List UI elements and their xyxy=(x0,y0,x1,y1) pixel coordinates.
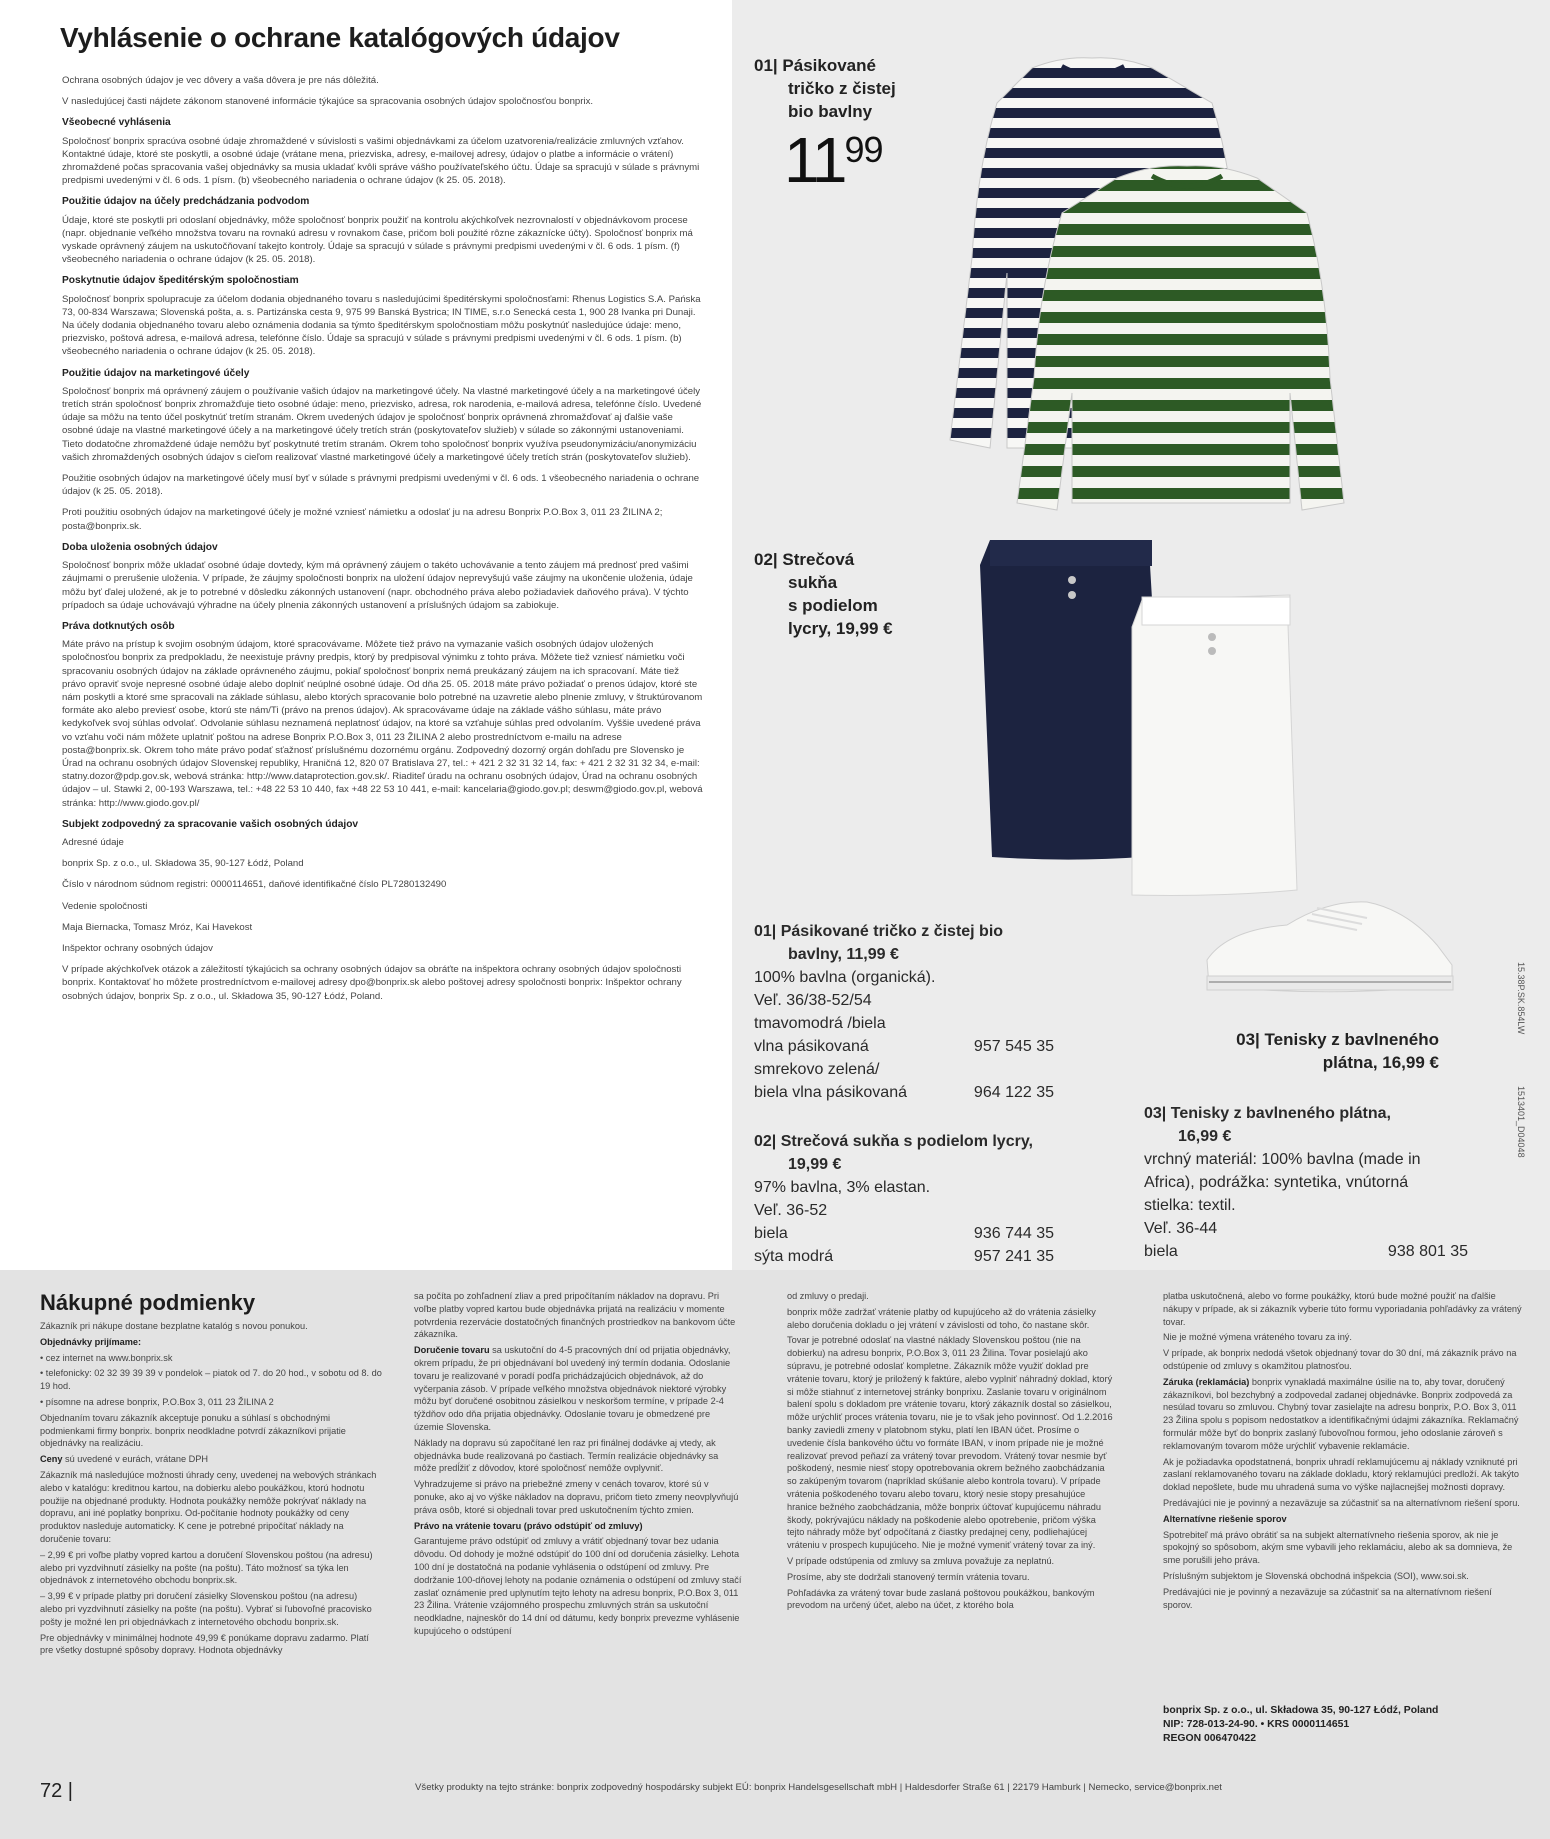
white-skirt xyxy=(1132,595,1297,895)
detail-03-number: 03| xyxy=(1144,1105,1167,1122)
product-label-03-line1: Tenisky z bavlneného xyxy=(1264,1030,1439,1049)
conditions-paragraph: V prípade, ak bonprix nedodá všetok objednaný tovar do 30 dní, má zákazník právo na odstúpenie od zmluvy s okamžitou platnosťou. xyxy=(1163,1348,1517,1371)
product-label-02-line3: s podielom xyxy=(788,596,878,615)
privacy-section-heading: Poskytnutie údajov špeditérským spoločnostiam xyxy=(62,275,299,287)
variant-code: 957 545 35 xyxy=(973,1038,1054,1055)
privacy-section-text: bonprix Sp. z o.o., ul. Składowa 35, 90-127 Łódź, Poland xyxy=(62,858,304,870)
variant-row xyxy=(754,1035,1074,1058)
privacy-section-text: Maja Biernacka, Tomasz Mróz, Kai Havekost xyxy=(62,921,253,933)
detail-02-sizes: Veľ. 36-52 xyxy=(754,1202,828,1219)
products-section xyxy=(732,0,1550,1270)
detail-01-variants xyxy=(754,1012,1074,1104)
sneaker-image xyxy=(1197,890,1467,1005)
conditions-paragraph: • telefonicky: 02 32 39 39 39 v pondelok – piatok od 7. do 20 hod., v sobotu od 8. do 19 hod. xyxy=(40,1368,382,1392)
privacy-section-heading: Všeobecné vyhlásenia xyxy=(62,117,171,129)
product-label-01-line3: bio bavlny xyxy=(788,102,873,121)
product-detail-02 xyxy=(754,1130,1074,1268)
conditions-paragraph: Tovar je potrebné odoslať na vlastné náklady Slovenskou poštou (nie na dobierku) na adresu bonprix, P.O.Box 3, 011 23 Žilina. Tovar posielajú ako súpravu, je potrebné odoslať kompletne. Zákazník môže využiť doklad pre vrátenie tovaru, ktorý je priložený k faktúre, alebo vyplniť náhradný doklad, ktorý si môže stiahnuť z internetovej stránky bonprixu. Zaslanie tovaru v originálnom balení spolu s dokladom pre vrátenie tovaru, ktorý zákazník dostal so zásielkou, môže urýchliť proces vrátenia tovaru, nie je to však jeho povinnosť. Od 1.2.2016 banky zaviedli zmeny v platobnom styku, platí len IBAN účet. Prosíme o uvedenie čísla bankového účtu vo formáte IBAN, v inom prípade nie je možné realizovať prevod peňazí za vrátený tovar prevodom. Vrátený tovar nesmie byť poškodený, nesmie niesť stopy opotrebovania okrem bežného zaobchádzania so zakúpeným tovarom (napríklad skúšanie alebo kontrola tovaru). V prípade vrátenia poškodeného tovaru alebo tovaru, ktorý nesie stopy presahujúce hranice bežného zaobchádzania, môže bonprix účtovať kupujúcemu náhradu škody, pokrývajúcu náklady na poškodenie alebo opotrebenie, pričom výška tejto náhrady môže byť odpočítaná z čiastky predajnej ceny, podliehajúcej vráteniu v prospech kupujúceho. Nie je možné vymeniť vrátený tovar za iný. xyxy=(787,1335,1113,1551)
conditions-paragraph: • písomne na adrese bonprix, P.O.Box 3, 011 23 ŽILINA 2 xyxy=(40,1396,274,1407)
product-label-01 xyxy=(754,54,904,123)
privacy-section-text: Spoločnosť bonprix spolupracuje za účelom dodania objednaného tovaru s nasledujúcimi špeditérskymi spoločnosťami: Rhenus Logistics S.A. Pańska 73, 00-834 Warszawa; Slovenská pošta, a. s. Partizánska cesta 9, 975 99 Banská Bystrica; IN TIME, s.r.o Senecká cesta 1, 900 28 Ivanka pri Dunaji. Na účely dodania objednaného tovaru alebo oznámenia dodania sa týmto špeditérskym spoločnostiam môžu poskytnúť nasledujúce údaje: meno, priezvisko, poštová adresa, e-mailová adresa, telefónne číslo. Údaje sa spracujú v súlade s právnymi predpismi uvedenými v čl. 6 ods. 1 písm. (b) všeobecného nariadenia o ochrane údajov (k 25. 05. 2018). xyxy=(62,293,701,358)
conditions-paragraph: Doručenie tovaru sa uskutoční do 4-5 pracovných dní od prijatia objednávky, okrem prípadu, že pri objednávaní bol uvedený iný termín dodania. Odoslanie tovaru je realizované v poradí podľa prichádzajúcich objednávok, až do vyčerpania zásob. V prípade veľkého množstva objednávok niektoré výrobky môžu byť doručené osobitnou zásielkou v neskoršom termíne, v prípade 2-4 týždňov odo dňa prijatia objednávky. Odoslanie tovaru je obmedzené pre územie Slovenska. xyxy=(414,1345,731,1432)
privacy-section-text: Máte právo na prístup k svojim osobným údajom, ktoré spracovávame. Môžete tiež právo na vymazanie vašich osobných údajov uložených spoločnosťou bonprix za predpokladu, že neexistuje právny predpis, ktorý by predpisoval výnimku z tohto práva. Môžete tiež vzniesť námietku voči spracovaniu osobných údajov na základe oprávneného záujmu, pokiaľ spoločnosť bonprix nemá preukázaný záujem na ich spracovaní. Máte tiež právo opraviť svoje nepresné osobné údaje alebo doplniť neúplné osobné údaje. Od dňa 25. 05. 2018 máte právo požiadať o prenos údajov, ktoré ste nám poskytli a ktoré sme spracovali na základe súhlasu, alebo ktorých spracovanie bolo potrebné na uzavretie alebo plnenie zmluvy, v štruktúrovanom formáte ako alebo previesť osobe, ktorú ste nám/Ti (právo na prenos údajov). Ak spracovávame údaje na základe vášho súhlasu, máte právo kedykoľvek svoj súhlas odvolať. Odvolanie súhlasu neznamená neplatnosť údajov, na ktoré sa vzťahuje súhlas pred odvolaním. Vyššie uvedené práva vo vzťahu voči nám môžete uplatniť poštou na adrese Bonprix P.O.Box 3, 011 23 ŽILINA 2 alebo prostredníctvom e-mailu na adrese posta@bonprix.sk. Okrem toho máte právo podať sťažnosť príslušnému dozornému orgánu. Zodpovedný dozorný orgán dohľadu pre Slovensko je Úrad na ochranu osobných údajov Slovenskej republiky, Hraničná 12, 820 07 Bratislava 27, tel.: + 421 2 32 31 32 14, fax: + 421 2 32 31 32 34, e-mail: statny.dozor@pdp.gov.sk, webová stránka: http://www.dataprotection.gov.sk/. Riaditeľ úradu na ochranu osobných údajov, Úrad na ochranu osobných údajov – ul. Stawki 2, 00-193 Warszawa, tel.: +48 22 53 10 440, fax +48 22 53 10 441, e-mail: kancelaria@giodo.gov.pl; deswm@giodo.gov.pl, webová stránka: http://www.giodo.gov.pl/ xyxy=(62,639,703,809)
privacy-section-text: Spoločnosť bonprix má oprávnený záujem o používanie vašich údajov na marketingové účely. Na vlastné marketingové účely a na marketingové účely tretích strán spoločnosť bonprix zhromažďuje tieto osobné údaje: meno, priezvisko, adresa, rok narodenia, e-mailová adresa, telefónne číslo. Uvedené údaje sa môžu na tento účel poskytnúť tretím stranám. Okrem uvedených údajov je spoločnosť bonprix oprávnená zhromažďovať aj ďalšie vaše osobné údaje na vlastné marketingové účely a na marketingové účely tretích strán (poskytovateľov služieb) v súlade so zákonnými ustanoveniami. Tieto dodatočne zhromaždené údaje nemôžu byť poskytnuté tretím stranám. Okrem toho spoločnosť bonprix využíva pseudonymizáciu/anonymizáciu vašich zhromaždených osobných údajov s cieľom realizovať vlastné marketingové účely a marketingové účely tretích strán (poskytovateľov služieb). xyxy=(62,385,702,463)
privacy-section-text: Adresné údaje xyxy=(62,836,124,848)
conditions-paragraph: Spotrebiteľ má právo obrátiť sa na subjekt alternatívneho riešenia sporov, ak nie je spokojný so spôsobom, akým sme vybavili jeho reklamáciu, alebo ak sa domnieva, že sme porušili jeho práva. xyxy=(1163,1529,1513,1566)
conditions-paragraph: platba uskutočnená, alebo vo forme poukážky, ktorú bude možné použiť na ďalšie nákupy v prípade, ak si zákazník vyberie túto formu vyporiadania pohľadávky za vrátený tovar. xyxy=(1163,1291,1522,1327)
conditions-paragraph: Predávajúci nie je povinný a nezaväzuje sa zúčastniť sa na alternatívnom riešení sporu. xyxy=(1163,1497,1520,1508)
conditions-column-1 xyxy=(40,1320,382,1660)
green-striped-shirt xyxy=(1017,166,1344,510)
privacy-sections xyxy=(62,116,704,1002)
conditions-paragraph: Alternatívne riešenie sporov xyxy=(1163,1513,1287,1524)
product-label-02-line4: lycry, 19,99 € xyxy=(788,619,893,638)
price-integer: 11 xyxy=(784,124,845,196)
variant-code: 957 241 35 xyxy=(973,1248,1054,1265)
variant-color: tmavomodrá /biela xyxy=(754,1015,886,1032)
detail-01-title-line1: Pásikované tričko z čistej bio xyxy=(780,923,1004,940)
conditions-paragraph: Náklady na dopravu sú započítané len raz pri finálnej dodávke aj vtedy, ak objednávka bude realizovaná po častiach. Termín realizácie objednávky sa môže predĺžiť z dôvodov, ktoré spoločnosť nemôže ovplyvniť. xyxy=(414,1437,719,1474)
conditions-paragraph: Ceny sú uvedené v eurách, vrátane DPH xyxy=(40,1454,209,1465)
conditions-paragraph: Ak je požiadavka opodstatnená, bonprix uhradí reklamujúcemu aj náklady vzniknuté pri zaslaní reklamovaného tovaru na základe dokladu, ktorý reklamujúci predloží. Ak takýto doklad nepošlete, bude mu uhradená suma vo výške najlacnejšej možnosti dopravy. xyxy=(1163,1456,1519,1493)
privacy-section-text: Číslo v národnom súdnom registri: 0000114651, daňové identifikačné číslo PL7280132490 xyxy=(62,879,447,891)
privacy-intro-1: Ochrana osobných údajov je vec dôvery a vaša dôvera je pre nás dôležitá. xyxy=(62,75,379,86)
company-info xyxy=(1163,1704,1523,1746)
product-label-03 xyxy=(1199,1028,1439,1074)
privacy-intro-2: V nasledujúcej časti nájdete zákonom stanovené informácie týkajúce sa spracovania osobných údajov spoločnosťou bonprix. xyxy=(62,96,594,108)
detail-03-title xyxy=(1144,1102,1476,1148)
conditions-paragraph: V prípade odstúpenia od zmluvy sa zmluva považuje za neplatnú. xyxy=(787,1555,1055,1566)
company-line-3: REGON 006470422 xyxy=(1163,1733,1256,1744)
privacy-section xyxy=(0,0,732,1270)
product-label-03-line2: plátna, 16,99 € xyxy=(1322,1053,1439,1072)
detail-01-title-line2: bavlny, 11,99 € xyxy=(788,946,899,963)
privacy-section-text: Použitie osobných údajov na marketingové účely musí byť v súlade s právnymi predpismi uvedenými v čl. 6 ods. 1 všeobecného nariadenia o ochrane údajov (k 25. 05. 2018). xyxy=(62,473,700,498)
privacy-section-text: Spoločnosť bonprix môže ukladať osobné údaje dovtedy, kým má oprávnený záujem o takéto uchovávanie a tento záujem má prednosť pred vašimi záujmami o prerušenie uloženia. V prípade, že záujmy spoločnosti bonprix na uložení údajov neprevyšujú vaše záujmy na ukončenie uloženia, údaje môžu byť ďalej uložené, ak je to potrebné v dôsledku zákonných ustanovení (napr. obchodného práva alebo požiadaviek daňového práva). V týchto prípadoch sa údaje uchovávajú výhradne na účely plnenia zákonných ustanovení a príslušných údajom sa zabiokuje. xyxy=(62,560,693,611)
company-line-2: NIP: 728-013-24-90. • KRS 0000114651 xyxy=(1163,1719,1350,1730)
privacy-body xyxy=(62,74,704,1011)
detail-02-number: 02| xyxy=(754,1133,777,1150)
detail-02-variants xyxy=(754,1222,1074,1268)
conditions-paragraph: Nie je možné výmena vráteného tovaru za iný. xyxy=(1163,1332,1352,1343)
variant-color: smrekovo zelená/ xyxy=(754,1061,880,1078)
conditions-paragraph: bonprix môže zadržať vrátenie platby od kupujúceho až do vrátenia zásielky alebo doručenia dokladu o jej vrátení v závislosti od toho, čo nastane skôr. xyxy=(787,1306,1096,1330)
variant-row xyxy=(754,1222,1074,1245)
privacy-section-text: Inšpektor ochrany osobných údajov xyxy=(62,942,213,954)
conditions-paragraph: Prosíme, aby ste dodržali stanovený termín vrátenia tovaru. xyxy=(787,1571,1030,1582)
conditions-title: Nákupné podmienky xyxy=(40,1290,256,1315)
conditions-paragraph: Príslušným subjektom je Slovenská obchodná inšpekcia (SOI), www.soi.sk. xyxy=(1163,1570,1469,1581)
detail-03-sizes: Veľ. 36-44 xyxy=(1144,1220,1218,1237)
conditions-paragraph: Právo na vrátenie tovaru (právo odstúpiť od zmluvy) xyxy=(414,1520,643,1531)
detail-03-material-line2: Africa), podrážka: syntetika, vnútorná xyxy=(1144,1174,1409,1191)
variant-code: 964 122 35 xyxy=(973,1084,1054,1101)
privacy-section-text: Údaje, ktoré ste poskytli pri odoslaní objednávky, môže spoločnosť bonprix použiť na kontrolu akýchkoľvek nezrovnalostí v objednávkovom procese (napr. objednanie veľkého množstva tovaru na rovnakú adresu v rovnakom čase, pričom boli použité rôzne zákaznícke účty). Spoločnosť bonprix má vyskade oprávnený záujem na uskutočňovaní takejto kontroly. Údaje sa spracujú v súlade s právnymi predpismi uvedenými v čl. 6 ods. 1 písm. (f) všeobecného nariadenia o ochrane údajov (k 25. 05. 2018). xyxy=(62,214,693,266)
conditions-section xyxy=(0,1270,1550,1839)
variant-row xyxy=(754,1012,1074,1035)
product-label-02-number: 02| xyxy=(754,550,778,569)
company-line-1: bonprix Sp. z o.o., ul. Składowa 35, 90-127 Łódź, Poland xyxy=(1163,1705,1439,1716)
detail-02-title-line2: 19,99 € xyxy=(788,1156,842,1173)
privacy-section-heading: Použitie údajov na účely predchádzania podvodom xyxy=(62,196,310,208)
conditions-column-3 xyxy=(787,1290,1115,1615)
variant-code: 938 801 35 xyxy=(1387,1243,1468,1260)
conditions-paragraph: Predávajúci nie je povinný a nezaväzuje sa zúčastniť sa na alternatívnom riešení sporov. xyxy=(1163,1586,1492,1610)
product-label-01-line2: tričko z čistej xyxy=(788,79,896,98)
vertical-code-2: 1513401_D04048 xyxy=(1516,1086,1526,1158)
detail-03-variants xyxy=(1144,1240,1476,1263)
variant-color: sýta modrá xyxy=(754,1248,834,1265)
privacy-section-text: Vedenie spoločnosti xyxy=(62,900,148,912)
product-detail-01 xyxy=(754,920,1074,1104)
privacy-section-heading: Subjekt zodpovedný za spracovanie vašich osobných údajov xyxy=(62,818,359,830)
conditions-paragraph: Záruka (reklamácia) bonprix vynakladá maximálne úsilie na to, aby tovar, doručený zákazníkovi, bol bezchybný a zodpovedal zadanej objednávke. Bonprix zodpovedá za nesúlad tovaru so zmluvou. Chybný tovar zasielajte na adresu bonprix, P.O. Box 3, 011 23 Žilina spolu s popisom nedostatkov a identifikačnými údajmi zákazníka. Reklamačný formulár môže byť do bonprix zaslaný ľubovoľnou formou, jeho odoslanie zároveň s reklamovaným tovarom môže urýchliť vybavenie reklamácie. xyxy=(1163,1376,1519,1451)
variant-color: biela xyxy=(1144,1243,1178,1260)
detail-01-material: 100% bavlna (organická). xyxy=(754,969,936,986)
page-footer: Všetky produkty na tejto stránke: bonprix zodpovedný hospodársky subjekt EÚ: bonprix Handelsgesellschaft mbH | Haldesdorfer Straße 61 | 22179 Hamburk | Nemecko, service@bonprix.net xyxy=(415,1782,1222,1793)
product-price-01 xyxy=(784,124,883,196)
product-label-03-number: 03| xyxy=(1236,1030,1260,1049)
conditions-paragraph: – 3,99 € v prípade platby pri doručení zásielky Slovenskou poštou (na adresu) alebo pri vyzdvihnutí zásielky na pošte (na poštu). Vybrať si ľubovoľné pracovisko pošty je možné len pri objednávkach z internetového obchodu bonprix.sk. xyxy=(40,1591,372,1627)
detail-02-title-line1: Strečová sukňa s podielom lycry, xyxy=(780,1133,1033,1150)
striped-shirts-image xyxy=(912,48,1352,518)
conditions-paragraph: od zmluvy o predaji. xyxy=(787,1291,869,1301)
conditions-paragraph: Zákazník má nasledujúce možnosti úhrady ceny, uvedenej na webových stránkach alebo v katalógu: kreditnou kartou, na dobierku alebo poukážkou, ktorú hodnotu použije na objednané produkty. Hodnota poukážky nemôže pokrývať náklady na dopravu, ani iné poplatky bonprixu. Od-počítanie hodnoty poukážky od ceny produktov nasleduje automaticky. K cene je potrebné pripočítať náklady na doručenie tovaru: xyxy=(40,1469,377,1544)
conditions-paragraph: sa počíta po zohľadnení zliav a pred pripočítaním nákladov na dopravu. Pri voľbe platby vopred kartou bude objednávka prijatá na realizáciu v momente potvrdenia rezervácie dostatočných finančných prostriedkov na bankovom účte zákazníka. xyxy=(414,1291,736,1340)
conditions-paragraph: Vyhradzujeme si právo na priebežné zmeny v cenách tovarov, ktoré sú v ponuke, ako aj vo výške nákladov na dopravu, pričom tieto zmeny neovplyvňujú práva osôb, ktoré si objednali tovar pred uskutočnením týchto zmien. xyxy=(414,1479,739,1515)
variant-color: vlna pásikovaná xyxy=(754,1038,869,1055)
privacy-section-text: V prípade akýchkoľvek otázok a záležitostí týkajúcich sa ochrany osobných údajov sa obráťte na inšpektora ochrany osobných údajov spoločnosti bonprix. Kontaktovať ho môžete prostredníctvom e-mailovej adresy dpo@bonprix.sk alebo poštovej adresy spoločnosti bonprix: Inšpektor ochrany osobných údajov, bonprix Sp. z o.o., ul. Składowa 35, 90-127 Łódź, Poland. xyxy=(62,964,682,1002)
conditions-paragraph: Garantujeme právo odstúpiť od zmluvy a vrátiť objednaný tovar bez udania dôvodu. Od dohody je možné odstúpiť do 100 dní od doručenia zásielky. Lehota 100 dní je dostatočná na podanie vyhlásenia o odstúpení od zmluvy. Pre dodržanie 100-dňovej lehoty na podanie oznámenia o odstúpení od zmluvy stačí zaslať oznámenie pred uplynutím tejto lehoty na adresu bonprix, P.O.Box 3, 011 23 Žilina. Vrátenie vzájomného prospechu zmluvných strán sa uskutoční neodkladne, najneskôr do 14 dní od dátumu, kedy bonprix prevezme vyhlásenie kupujúceho o odstúpení xyxy=(414,1536,742,1636)
product-label-01-line1: Pásikované xyxy=(782,56,876,75)
privacy-section-heading: Práva dotknutých osôb xyxy=(62,620,175,632)
variant-row xyxy=(1144,1240,1476,1263)
product-label-01-number: 01| xyxy=(754,56,778,75)
variant-code: 936 744 35 xyxy=(973,1225,1054,1242)
conditions-paragraph: Objednávky prijímame: xyxy=(40,1336,142,1347)
variant-row xyxy=(754,1081,1074,1104)
privacy-section-text: Proti použitiu osobných údajov na marketingové účely je možné vzniesť námietku a odoslať ju na adresu Bonprix P.O.Box 3, 011 23 ŽILINA 2; posta@bonprix.sk. xyxy=(62,507,663,532)
detail-01-sizes: Veľ. 36/38-52/54 xyxy=(754,992,872,1009)
detail-01-number: 01| xyxy=(754,923,777,940)
conditions-column-4 xyxy=(1163,1290,1523,1614)
conditions-paragraph: Zákazník pri nákupe dostane bezplatne katalóg s novou ponukou. xyxy=(40,1321,308,1331)
conditions-column-2 xyxy=(414,1290,742,1641)
variant-color: biela vlna pásikovaná xyxy=(754,1084,907,1101)
privacy-section-heading: Použitie údajov na marketingové účely xyxy=(62,367,250,379)
vertical-code-1: 15.38P.SK.854LW xyxy=(1516,962,1526,1035)
page-number: 72 | xyxy=(40,1780,73,1802)
detail-03-material-line3: stielka: textil. xyxy=(1144,1197,1236,1214)
conditions-paragraph: Pohľadávka za vrátený tovar bude zaslaná poštovou poukážkou, bankovým prevodom na určený účet, alebo na účet, z ktorého bola xyxy=(787,1587,1095,1611)
skirts-image xyxy=(972,535,1302,905)
variant-row xyxy=(754,1058,1074,1081)
detail-01-title xyxy=(754,920,1074,966)
detail-03-title-line1: Tenisky z bavlneného plátna, xyxy=(1170,1105,1391,1122)
privacy-section-heading: Doba uloženia osobných údajov xyxy=(62,541,218,553)
conditions-paragraph: Objednaním tovaru zákazník akceptuje ponuku a súhlasí s obchodnými podmienkami firmy bonprix. bonprix neodkladne potvrdí zákazníkovi prijatie objednávky na realizáciu. xyxy=(40,1412,346,1449)
conditions-paragraph: • cez internet na www.bonprix.sk xyxy=(40,1352,173,1363)
conditions-paragraph: Pre objednávky v minimálnej hodnote 49,99 € ponúkame dopravu zadarmo. Platí pre všetky dostupné spôsoby dopravy. Hodnota objednávky xyxy=(40,1632,369,1656)
conditions-paragraph: – 2,99 € pri voľbe platby vopred kartou a doručení Slovenskou poštou (na adresu) alebo pri vyzdvihnutí zásielky na pošte (na poštu). Táto možnosť sa týka len objednávok z internetového obchodu bonprix.sk. xyxy=(40,1549,373,1586)
product-label-02-line2: sukňa xyxy=(788,573,838,592)
detail-02-material: 97% bavlna, 3% elastan. xyxy=(754,1179,931,1196)
product-label-02 xyxy=(754,548,924,640)
privacy-section-text: Spoločnosť bonprix spracúva osobné údaje zhromaždené v súvislosti s vašimi objednávkami za účelom uzatvorenia/realizácie zmluvných vzťahov. Kontaktné údaje, ktoré ste poskytli, a osobné údaje (vrátane mena, priezviska, adresy, e-mailovej adresy, údajov o platbe a informácie o vrátení) zhromaždené počas spracovania vašej objednávky sa musia ukladať kvôli správe vášho používateľského účtu. Údaje sa spracujú v súlade s právnymi predpismi uvedenými v čl. 6 ods. 1 písm. (b) všeobecného nariadenia o ochrane údajov (k 25. 05. 2018). xyxy=(62,135,700,187)
privacy-title: Vyhlásenie o ochrane katalógových údajov xyxy=(60,22,620,53)
variant-color: biela xyxy=(754,1225,788,1242)
detail-02-title xyxy=(754,1130,1074,1176)
variant-row xyxy=(754,1245,1074,1268)
product-label-02-line1: Strečová xyxy=(782,550,855,569)
detail-03-title-line2: 16,99 € xyxy=(1178,1128,1232,1145)
product-detail-03 xyxy=(1144,1102,1476,1263)
price-decimal: 99 xyxy=(844,129,883,170)
detail-03-material-line1: vrchný materiál: 100% bavlna (made in xyxy=(1144,1151,1421,1168)
